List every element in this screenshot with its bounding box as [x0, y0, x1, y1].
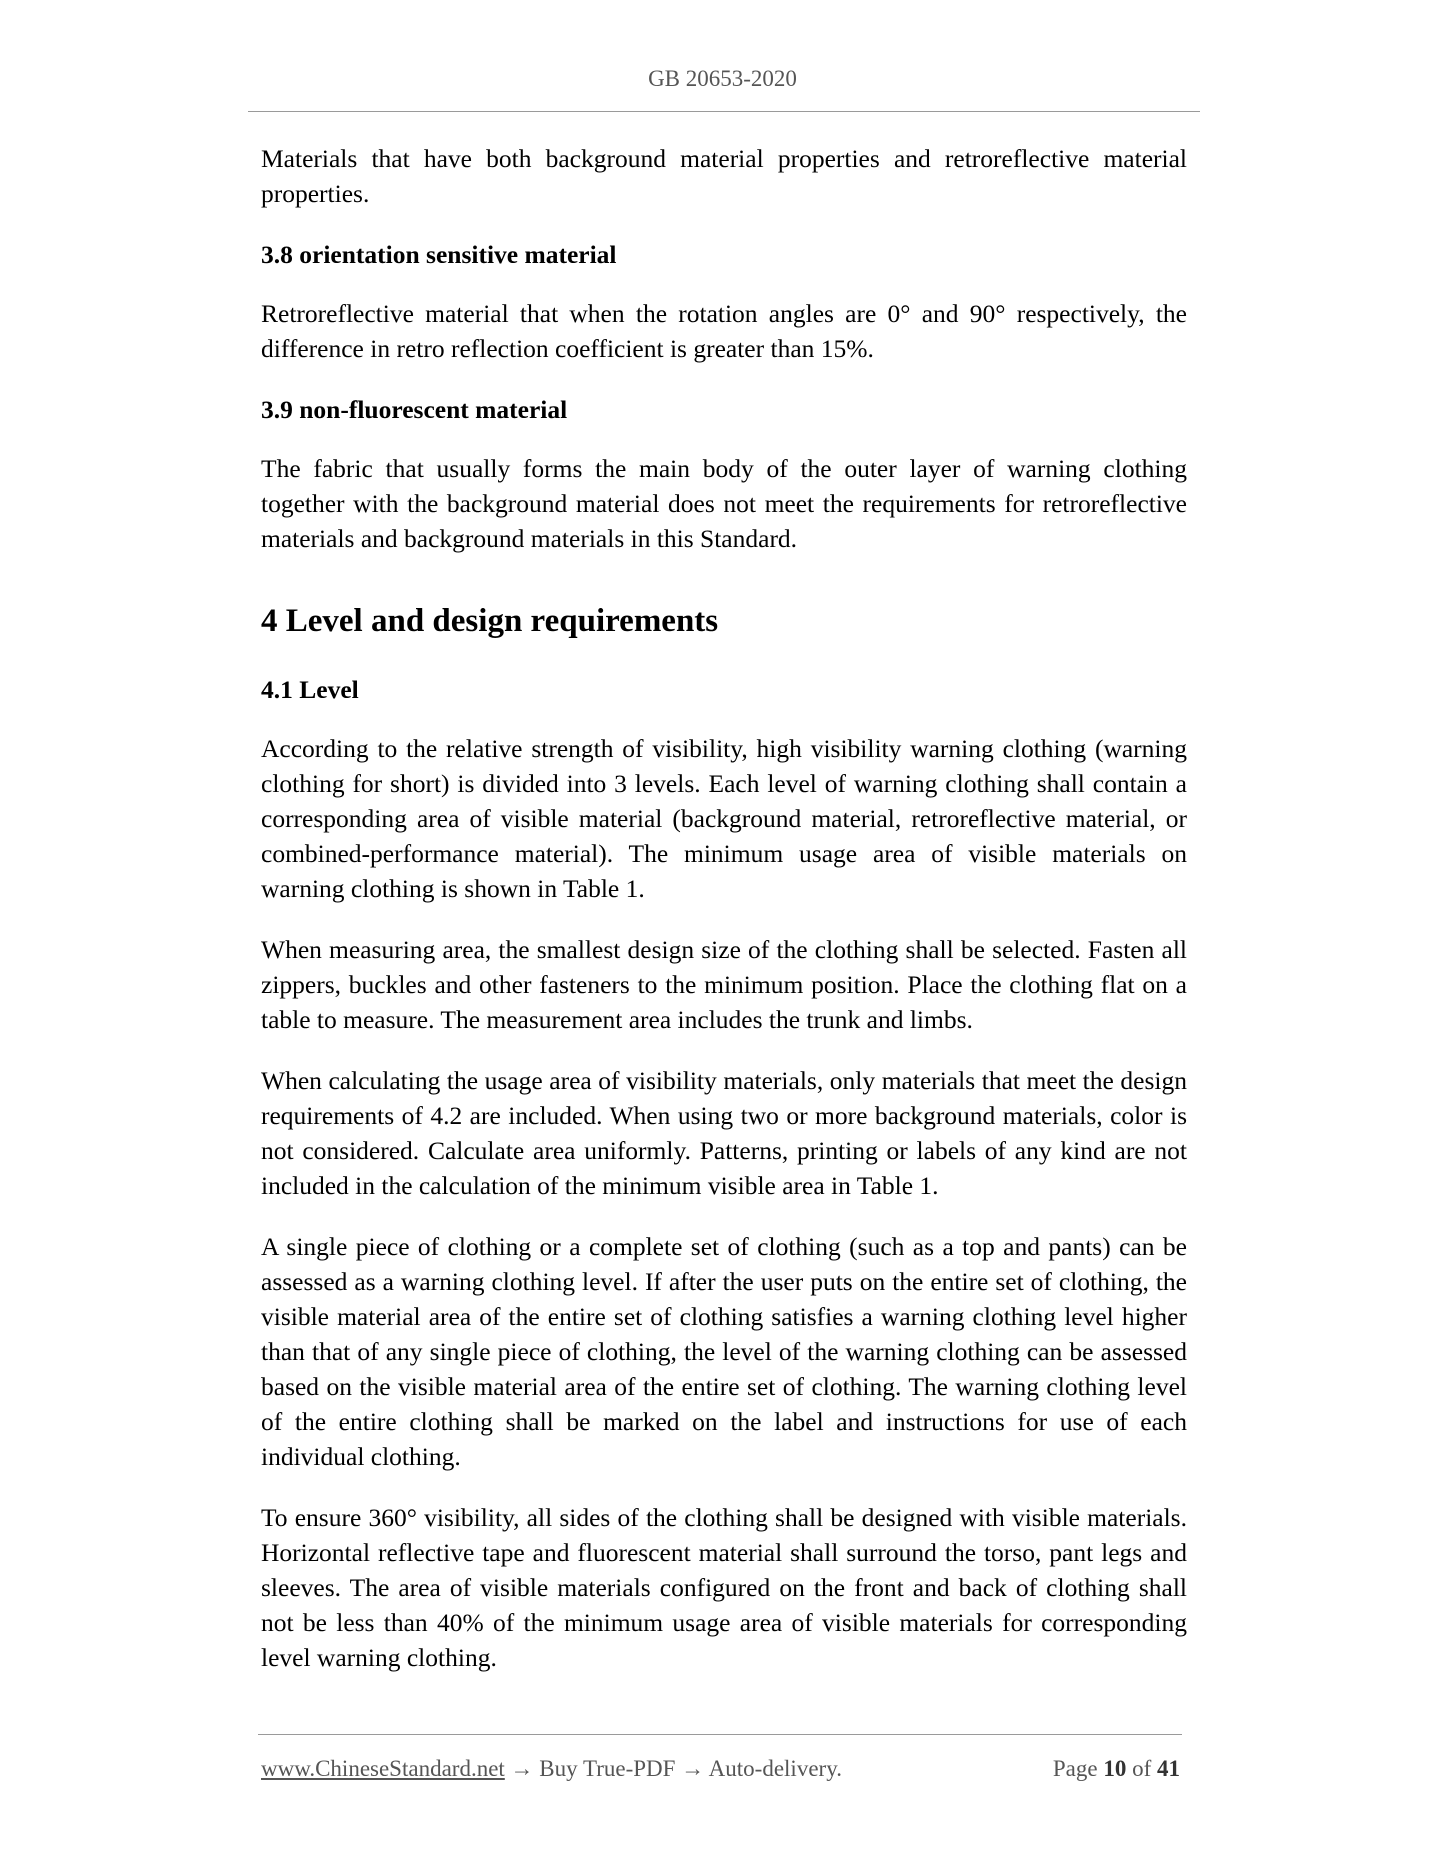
footer-promo [261, 1752, 842, 1786]
page-number: 10 [1103, 1756, 1127, 1781]
paragraph-4-1-e: To ensure 360° visibility, all sides of the clothing shall be designed with visible materials. Horizontal reflective tape and fluorescent material shall surround the torso, pant legs and sleeves. The area of visible materials configured on the front and back of clothing shall not be less than 40% of the minimum usage area of visible materials for corresponding level warning clothing. [261, 1503, 1187, 1672]
footer-divider [258, 1734, 1182, 1735]
paragraph-intro: Materials that have both background material properties and retroreflective material properties. [261, 144, 1187, 208]
paragraph-4-1-d: A single piece of clothing or a complete set of clothing (such as a top and pants) can be assessed as a warning clothing level. If after the user puts on the entire set of clothing, the visible material area of the entire set of clothing satisfies a warning clothing level higher than that of any single piece of clothing, the level of the warning clothing can be assessed based on the visible material area of the entire set of clothing. The warning clothing level of the entire clothing shall be marked on the label and instructions for use of each individual clothing. [261, 1232, 1187, 1471]
paragraph-3-8: Retroreflective material that when the rotation angles are 0° and 90° respectively, the difference in retro reflection coefficient is greater than 15%. [261, 299, 1187, 363]
of-label: of [1132, 1756, 1152, 1781]
paragraph-4-1-a: According to the relative strength of visibility, high visibility warning clothing (warning clothing for short) is divided into 3 levels. Each level of warning clothing shall contain a corresponding area of visible material (background material, retroreflective material, or combined-performance material). The minimum usage area of visible materials on warning clothing is shown in Table 1. [261, 734, 1187, 903]
subheading-3-9: 3.9 non-fluorescent material [261, 395, 568, 424]
paragraph-3-9: The fabric that usually forms the main body of the outer layer of warning clothing together with the background material does not meet the requirements for retroreflective materials and background materials in this Standard. [261, 454, 1187, 553]
arrow-right-icon: → [681, 1756, 705, 1781]
auto-delivery-text: Auto-delivery. [708, 1756, 842, 1781]
section-title-4: 4 Level and design requirements [261, 603, 719, 639]
page-indicator [1053, 1752, 1180, 1786]
document-body [261, 141, 1187, 1701]
buy-pdf-text: Buy True-PDF [539, 1756, 676, 1781]
page-header-doc-id: GB 20653-2020 [648, 66, 797, 91]
subheading-4-1: 4.1 Level [261, 675, 359, 704]
paragraph-4-1-c: When calculating the usage area of visibility materials, only materials that meet the design requirements of 4.2 are included. When using two or more background materials, color is not considered. Calculate area uniformly. Patterns, printing or labels of any kind are not included in the calculation of the minimum visible area in Table 1. [261, 1066, 1187, 1200]
header-divider [248, 111, 1200, 112]
page-total: 41 [1157, 1756, 1180, 1781]
website-link[interactable]: www.ChineseStandard.net [261, 1756, 505, 1781]
page-label: Page [1052, 1756, 1098, 1781]
paragraph-4-1-b: When measuring area, the smallest design size of the clothing shall be selected. Fasten all zippers, buckles and other fasteners to the minimum position. Place the clothing flat on a table to measure. The measurement area includes the trunk and limbs. [261, 935, 1187, 1034]
subheading-3-8: 3.8 orientation sensitive material [261, 240, 617, 269]
arrow-right-icon: → [510, 1756, 534, 1781]
page-footer [261, 1752, 1180, 1786]
